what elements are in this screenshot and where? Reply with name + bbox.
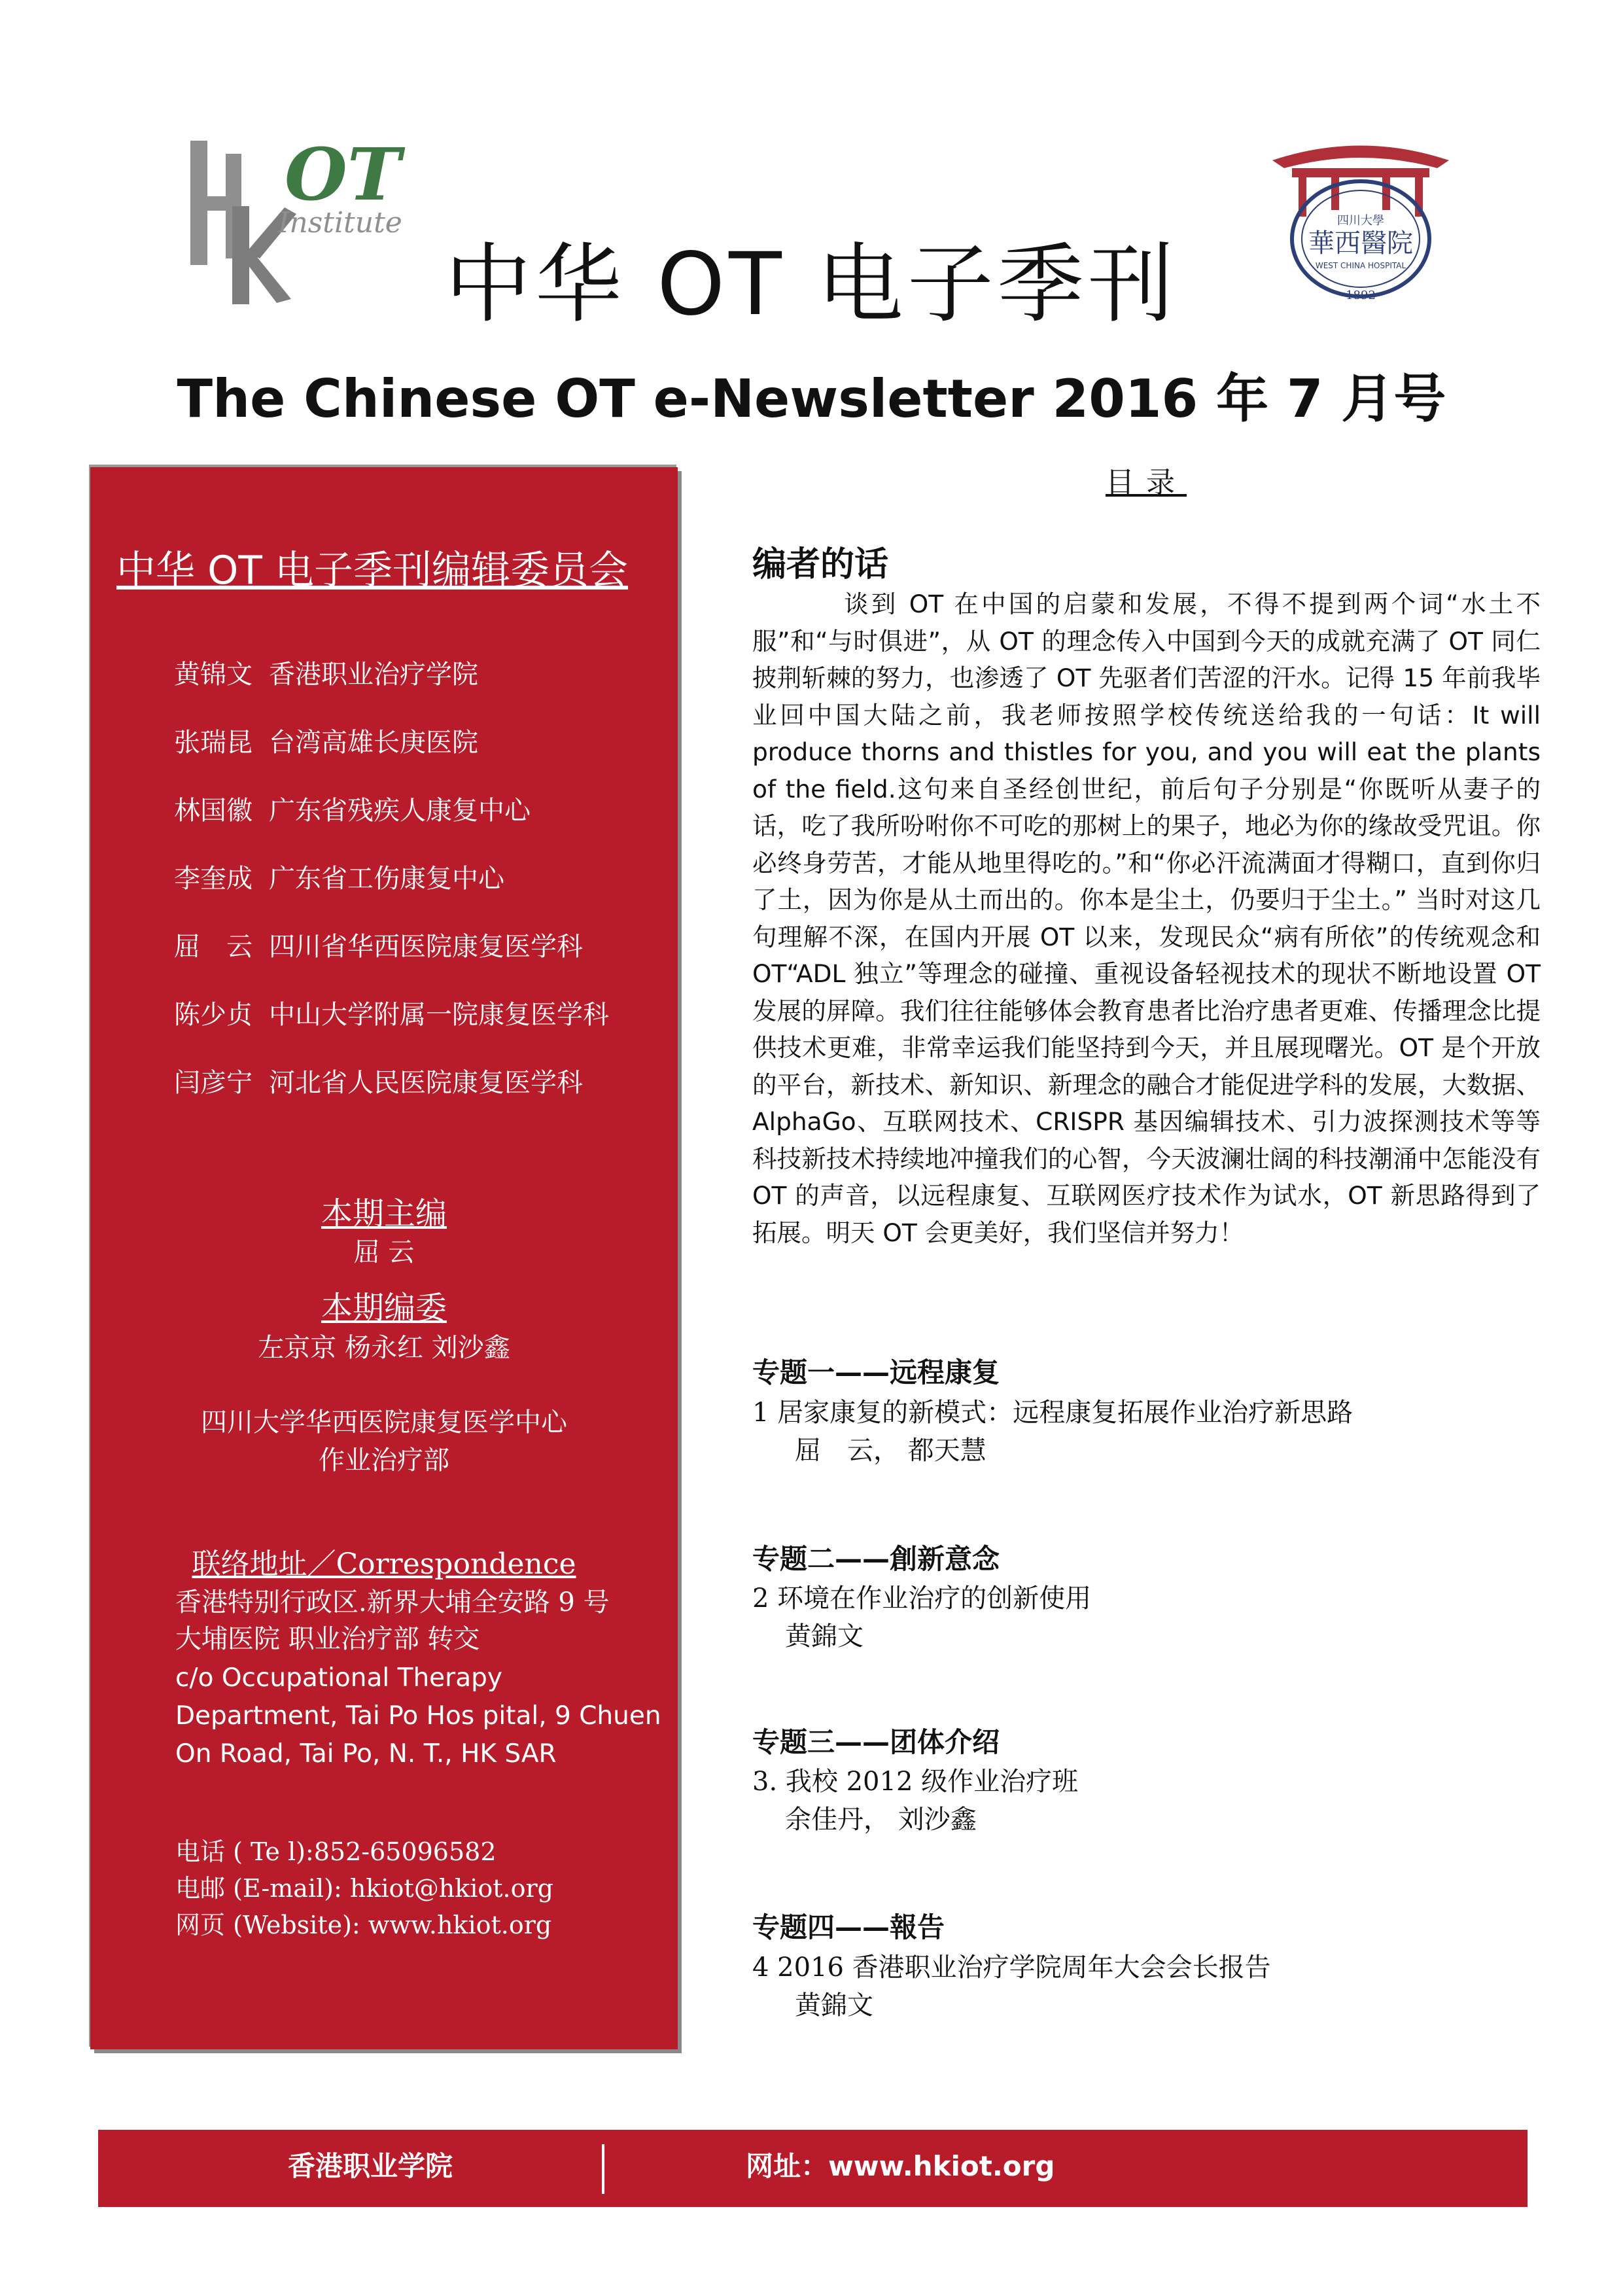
table-of-contents-label: 目录 (1106, 466, 1187, 499)
editors-names: 左京京 杨永红 刘沙鑫 (258, 1333, 510, 1363)
committee-member: 屈 云 四川省华西医院康复医学科 (174, 932, 583, 962)
editorial-board-title: 中华 OT 电子季刊编辑委员会 (116, 548, 629, 593)
editorial-board-sidebar (90, 467, 678, 2049)
chief-editor-name: 屈 云 (353, 1237, 415, 1267)
svg-text:四川大學: 四川大學 (1337, 214, 1384, 228)
svg-text:華西醫院: 華西醫院 (1308, 228, 1413, 258)
topic-3-heading: 专题三——团体介绍 (752, 1726, 1000, 1758)
svg-text:Institute: Institute (278, 206, 402, 239)
committee-member: 林国徽 广东省残疾人康复中心 (174, 796, 531, 826)
topic-4-authors: 黄錦文 (795, 1990, 873, 2021)
footer-organization: 香港职业学院 (288, 2150, 453, 2182)
svg-text:WEST CHINA HOSPITAL: WEST CHINA HOSPITAL (1315, 261, 1406, 270)
newsletter-title-english: The Chinese OT e-Newsletter 2016 年 7 月号 (177, 368, 1446, 429)
committee-member: 李奎成 广东省工伤康复中心 (174, 864, 504, 894)
chief-editor-heading: 本期主编 (321, 1195, 447, 1232)
contact-phone: 电话 ( Te l):852-65096582 (175, 1837, 497, 1866)
committee-member: 闫彦宁 河北省人民医院康复医学科 (174, 1068, 583, 1098)
footer-website-link[interactable]: 网址：www.hkiot.org (746, 2150, 1055, 2182)
topic-1-heading: 专题一——远程康复 (752, 1356, 1000, 1388)
address-english: c/o Occupational Therapy Department, Tai Po Hos pital, 9 Chuen On Road, Tai Po, N. T., HK SAR (175, 1663, 661, 1769)
editor-note-body: 谈到 OT 在中国的启蒙和发展，不得不提到两个词“水土不服”和“与时俱进”，从 OT 的理念传入中国到今天的成就充满了 OT 同仁披荆斩棘的努力，也渗透了 OT 先驱者们苦涩的汗水。记得 15 年前我毕业回中国大陆之前，我老师按照学校传统送给我的一句话：It will produce thorns and thistles for you, and you will eat the plants of the field.这句来自圣经创世纪，前后句子分别是“你既听从妻子的话，吃了我所吩咐你不可吃的那树上的果子，地必为你的缘故受咒诅。你必终身劳苦，才能从地里得吃的。”和“你必汗流满面才得糊口，直到你归了土，因为你是从土而出的。你本是尘土，仍要归于尘土。” 当时对这几句理解不深，在国内开展 OT 以来，发现民众“病有所依”的传统观念和 OT“ADL 独立”等理念的碰撞、重视设备轻视技术的现状不断地设置 OT 发展的屏障。我们往往能够体会教育患者比治疗患者更难、传播理念比提供技术更难，非常幸运我们能坚持到今天，并且展现曙光。OT 是个开放的平台，新技术、新知识、新理念的融合才能促进学科的发展，大数据、AlphaGo、互联网技术、CRISPR 基因编辑技术、引力波探测技术等等科技新技术持续地冲撞我们的心智，今天波澜壮阔的科技潮涌中怎能没有 OT 的声音，以远程康复、互联网医疗技术作为试水，OT 新思路得到了拓展。明天 OT 会更美好，我们坚信并努力！ (752, 590, 1541, 1247)
topic-3-article[interactable]: 3. 我校 2012 级作业治疗班 (752, 1767, 1079, 1797)
footer-divider (602, 2144, 604, 2194)
contact-email[interactable]: 电邮 (E-mail): hkiot@hkiot.org (175, 1874, 553, 1903)
newsletter-title-chinese: 中华 OT 电子季刊 (445, 234, 1178, 335)
correspondence-heading: 联络地址／Correspondence (192, 1547, 576, 1581)
svg-text:OT: OT (285, 134, 401, 217)
topic-2-heading: 专题二——創新意念 (752, 1543, 1000, 1575)
editor-note-heading: 编者的话 (752, 545, 889, 584)
institution-line-1: 四川大学华西医院康复医学中心 (201, 1407, 567, 1438)
editors-heading: 本期编委 (321, 1290, 447, 1326)
topic-4-article[interactable]: 4 2016 香港职业治疗学院周年大会会长报告 (752, 1952, 1271, 1983)
contact-website[interactable]: 网页 (Website): www.hkiot.org (175, 1911, 552, 1939)
topic-4-heading: 专题四——報告 (752, 1911, 945, 1943)
topic-2-article[interactable]: 2 环境在作业治疗的创新使用 (752, 1583, 1092, 1614)
committee-member: 陈少贞 中山大学附属一院康复医学科 (174, 1000, 609, 1030)
svg-text:1892: 1892 (1346, 289, 1376, 302)
committee-member: 张瑞昆 台湾高雄长庚医院 (174, 728, 478, 758)
topic-1-article[interactable]: 1 居家康复的新模式：远程康复拓展作业治疗新思路 (752, 1398, 1353, 1428)
institution-line-2: 作业治疗部 (319, 1445, 449, 1475)
topic-3-authors: 余佳丹， 刘沙鑫 (785, 1805, 977, 1835)
topic-2-authors: 黄錦文 (785, 1621, 864, 1651)
footer-bar (98, 2130, 1527, 2207)
address-chinese-line-2: 大埔医院 职业治疗部 转交 (175, 1624, 480, 1654)
committee-member: 黄锦文 香港职业治疗学院 (174, 660, 478, 690)
topic-1-authors: 屈 云， 都天慧 (795, 1436, 986, 1466)
address-chinese-line-1: 香港特别行政区.新界大埔全安路 9 号 (175, 1587, 610, 1617)
committee-list (174, 657, 658, 1133)
